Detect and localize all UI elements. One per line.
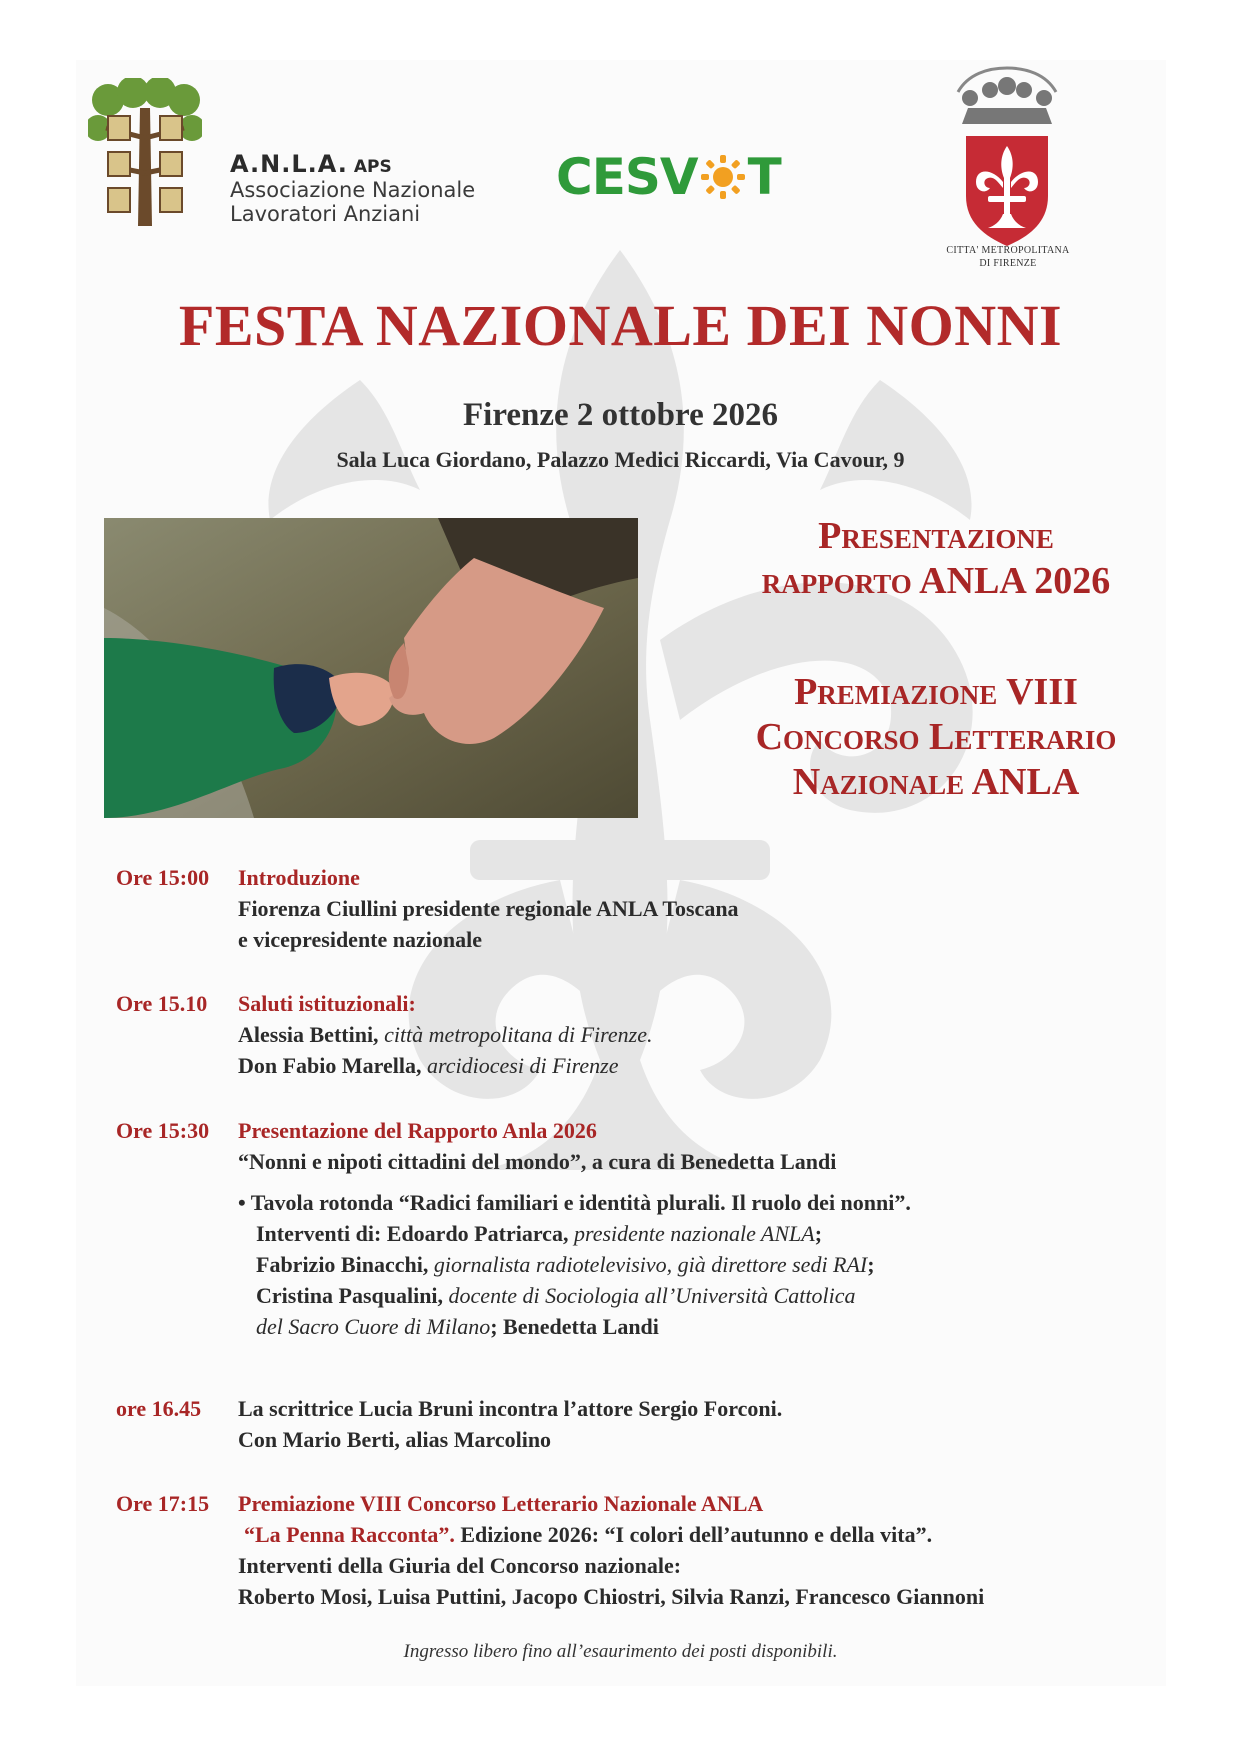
program-heading: Introduzione	[238, 865, 360, 890]
program-heading: Premiazione VIII Concorso Letterario Nazionale ANLA	[238, 1491, 764, 1516]
program-quote-line	[116, 1519, 984, 1550]
anla-line1: Associazione Nazionale	[230, 178, 476, 202]
promo-line3: Premiazione VIII	[794, 671, 1078, 713]
cesvot-right: T	[747, 148, 781, 206]
program-line: Con Mario Berti, alias Marcolino	[238, 1427, 552, 1452]
speaker-role: presidente nazionale ANLA	[573, 1221, 815, 1246]
hands-photo	[104, 518, 638, 818]
speaker-name: Fabrizio Binacchi,	[256, 1252, 429, 1277]
program-item-4	[116, 1393, 782, 1455]
program-edition: Edizione 2026: “I colori dell’autunno e della vita”.	[454, 1522, 933, 1547]
program-line: e vicepresidente nazionale	[238, 927, 482, 952]
speaker-line	[116, 1311, 911, 1342]
anla-brand	[230, 150, 475, 226]
program-time: ore 16.45	[116, 1396, 202, 1421]
program-heading: Presentazione del Rapporto Anla 2026	[238, 1118, 597, 1143]
page-title: FESTA NAZIONALE DEI NONNI	[178, 293, 1063, 358]
program-line: Roberto Mosi, Luisa Puttini, Jacopo Chiostri, Silvia Ranzi, Francesco Giannoni	[238, 1584, 985, 1609]
cesvot-logo	[556, 148, 781, 206]
interventi-label: Interventi di:	[256, 1221, 382, 1246]
speaker-sep: ;	[814, 1221, 823, 1246]
speaker-role: docente di Sociologia all’Università Cattolica	[448, 1283, 856, 1308]
promo-award	[666, 670, 1206, 805]
program-item-5	[116, 1488, 984, 1612]
anla-aps: APS	[353, 157, 392, 177]
speaker-role: città metropolitana di Firenze.	[384, 1022, 653, 1047]
program-line: La scrittrice Lucia Bruni incontra l’attore Sergio Forconi.	[238, 1396, 783, 1421]
speaker-name: Alessia Bettini,	[238, 1022, 379, 1047]
event-venue: Sala Luca Giordano, Palazzo Medici Riccardi, Via Cavour, 9	[336, 447, 905, 472]
cesvot-left: CESV	[556, 148, 698, 206]
city-line2: DI FIRENZE	[979, 258, 1037, 269]
speaker-line	[116, 1280, 911, 1311]
speaker-name: Edoardo Patriarca,	[386, 1221, 569, 1246]
anla-name: A.N.L.A. APS	[230, 150, 392, 178]
program-quote: “La Penna Racconta”.	[244, 1522, 455, 1547]
speaker-role: giornalista radiotelevisivo, già direttore sedi RAI	[433, 1252, 868, 1277]
program-item-3	[116, 1115, 911, 1342]
promo-line4: Concorso Letterario	[755, 716, 1117, 758]
program-line: Fiorenza Ciullini presidente regionale ANLA Toscana	[238, 896, 739, 921]
speaker-name: Cristina Pasqualini,	[256, 1283, 444, 1308]
program-line: Interventi della Giuria del Concorso nazionale:	[238, 1553, 682, 1578]
speaker-name: ; Benedetta Landi	[490, 1314, 659, 1339]
speaker-sep: ;	[867, 1252, 875, 1277]
program-line: “Nonni e nipoti cittadini del mondo”, a cura di Benedetta Landi	[238, 1149, 837, 1174]
program-bullet: • Tavola rotonda “Radici familiari e identità plurali. Il ruolo dei nonni”.	[238, 1190, 911, 1215]
speaker-line	[116, 1249, 911, 1280]
city-line1: CITTA' METROPOLITANA	[946, 245, 1070, 256]
event-date: Firenze 2 ottobre 2026	[463, 397, 778, 433]
speaker-name: Don Fabio Marella,	[238, 1053, 422, 1078]
speaker-role: del Sacro Cuore di Milano	[256, 1314, 491, 1339]
program-time: Ore 15:00	[116, 865, 210, 890]
anla-line2: Lavoratori Anziani	[230, 202, 421, 226]
program-time: Ore 15.10	[116, 991, 208, 1016]
speaker-line	[116, 1050, 653, 1081]
program-time: Ore 15:30	[116, 1118, 210, 1143]
promo-line5: Nazionale ANLA	[792, 761, 1080, 803]
speaker-role: arcidiocesi di Firenze	[427, 1053, 619, 1078]
tree-logo-icon	[88, 78, 202, 226]
program-item-2	[116, 988, 653, 1081]
sun-icon	[700, 154, 746, 200]
promo-line1: Presentazione	[818, 515, 1054, 557]
speaker-line	[116, 1218, 911, 1249]
promo-line2: rapporto ANLA 2026	[761, 560, 1111, 602]
city-label	[930, 244, 1086, 270]
fleur-de-lis-icon	[948, 64, 1066, 274]
program-time: Ore 17:15	[116, 1491, 210, 1516]
program-heading: Saluti istituzionali:	[238, 991, 416, 1016]
crown-icon	[958, 68, 1056, 124]
speaker-line	[116, 1019, 653, 1050]
program-item-1	[116, 862, 739, 955]
footer-note: Ingresso libero fino all’esaurimento dei posti disponibili.	[403, 1641, 838, 1662]
promo-presentation	[666, 514, 1206, 604]
